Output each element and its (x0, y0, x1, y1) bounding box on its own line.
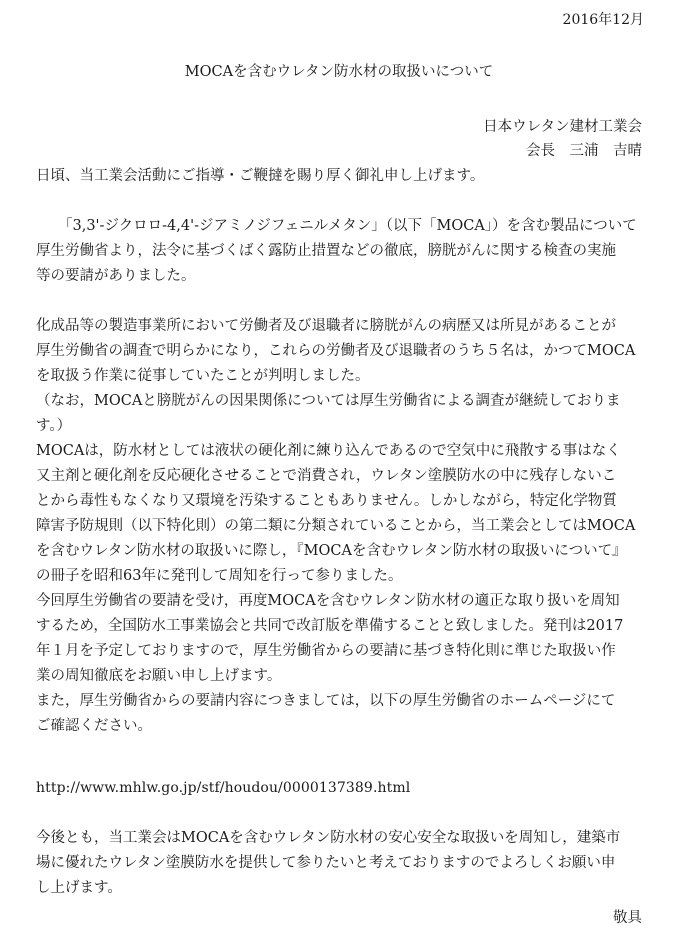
chairman-name: 会長 三浦 吉晴 (526, 143, 642, 159)
paragraph-3-line: の冊子を昭和63年に発刊して周知を行って参りました。 (36, 568, 403, 584)
paragraph-4-line: 業の周知徹底をお願い申し上げます。 (36, 668, 282, 684)
association-name: 日本ウレタン建材工業会 (483, 119, 642, 135)
paragraph-1-line: 「3,3'-ジクロロ-4,4'-ジアミノジフェニルメタン」（以下「MOCA」）を含む製品について (58, 218, 637, 234)
paragraph-6-line: 場に優れたウレタン塗膜防水を提供して参りたいと考えておりますのでよろしくお願い申 (36, 855, 616, 871)
paragraph-3-line: MOCAは，防水材としては液状の硬化剤に練り込んであるので空気中に飛散する事はなく (36, 443, 621, 459)
paragraph-5-line: また，厚生労働省からの要請内容につきましては，以下の厚生労働省のホームページにて (36, 693, 616, 709)
paragraph-5-line: ご確認ください。 (36, 718, 152, 734)
paragraph-1-line: 厚生労働省より，法令に基づくばく露防止措置などの徹底，膀胱がんに関する検査の実施 (36, 243, 616, 259)
paragraph-1-line: 等の要請がありました。 (36, 268, 196, 284)
paragraph-3-line: 又主剤と硬化剤を反応硬化させることで消費され，ウレタン塗膜防水の中に残存しないこ (36, 468, 617, 484)
paragraph-4-line: するため，全国防水工事業協会と共同で改訂版を準備することと致しました。発刊は2017 (36, 618, 624, 634)
paragraph-3-line: 障害予防規則（以下特化則）の第二類に分類されていることから，当工業会としてはMOCA (36, 518, 636, 534)
paragraph-3-line: を含むウレタン防水材の取扱いに際し，『MOCAを含むウレタン防水材の取扱いについて』 (36, 543, 627, 559)
paragraph-2-line: 厚生労働省の調査で明らかになり，これらの労働者及び退職者のうち５名は，かつてMOCA (36, 343, 636, 359)
paragraph-3-line: とから毒性もなくなり又環境を汚染することもありません。しかしながら，特定化学物質 (36, 493, 617, 509)
paragraph-2-line: 化成品等の製造事業所において労働者及び退職者に膀胱がんの病歴又は所見があることが (36, 318, 616, 334)
paragraph-2-line: （なお，MOCAと膀胱がんの因果関係については厚生労働省による調査が継続しておりま (36, 393, 621, 409)
paragraph-2-line: を取扱う作業に従事していたことが判明しました。 (36, 368, 370, 384)
paragraph-2-line: す。） (36, 418, 72, 434)
paragraph-6-line: し上げます。 (36, 880, 122, 896)
paragraph-4-line: 今回厚生労働省の要請を受け，再度MOCAを含むウレタン防水材の適正な取り扱いを周知 (36, 593, 620, 609)
letter-date: 2016年12月 (562, 12, 644, 28)
paragraph-6-line: 今後とも，当工業会はMOCAを含むウレタン防水材の安心安全な取扱いを周知し，建築市 (36, 830, 621, 846)
mhlw-url-link[interactable]: http://www.mhlw.go.jp/stf/houdou/0000137389.html (36, 780, 411, 796)
greeting-text: 日頃、当工業会活動にご指導・ご鞭撻を賜り厚く御礼申し上げます。 (36, 168, 485, 184)
closing-text: 敬具 (613, 910, 642, 926)
paragraph-4-line: 年１月を予定しておりますので，厚生労働省からの要請に基づき特化則に準じた取扱い作 (36, 643, 616, 659)
letter-title: MOCAを含むウレタン防水材の取扱いについて (184, 64, 494, 80)
